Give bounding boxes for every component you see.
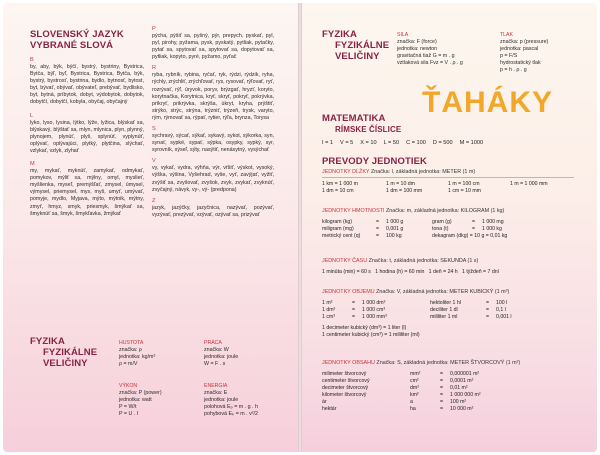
area-cell: = xyxy=(440,391,444,398)
area-head: JEDNOTKY OBSAHU xyxy=(322,360,375,366)
volume-cell: = xyxy=(486,313,490,320)
mass-cell: metrický cent (q) xyxy=(322,232,361,239)
mass-row xyxy=(322,219,574,226)
mass-row xyxy=(322,233,574,240)
area-cell: kilometer štvorcový xyxy=(322,391,367,398)
mass-cell: 1 000 mg xyxy=(482,219,504,225)
physics-energy xyxy=(204,383,289,418)
left-physics-title-1: FYZIKA xyxy=(30,336,65,347)
force-line: vztlaková sila Fvz = V . ρ . g xyxy=(397,60,463,67)
slovak-title: SLOVENSKÝ JAZYK xyxy=(30,29,124,40)
area-cell: 100 m² xyxy=(450,398,467,405)
left-physics-title-2: FYZIKÁLNE xyxy=(43,347,98,358)
volume-cell: deciliter 1 dl xyxy=(430,306,458,313)
area-cell: 10 000 m² xyxy=(450,405,474,412)
work-line: značka: W xyxy=(204,347,229,353)
volume-row xyxy=(322,300,574,307)
work-line: jednotka: joule xyxy=(204,354,239,361)
roman-item: X = 10 xyxy=(360,140,377,146)
physics-power xyxy=(119,383,199,418)
length-cell: 1 dm = 100 mm xyxy=(386,187,423,194)
time-row xyxy=(322,269,574,276)
volume-cell: 0,1 l xyxy=(496,306,506,313)
density-label: HUSTOTA xyxy=(119,340,144,346)
volume-units xyxy=(322,289,574,339)
section-letter-s: S xyxy=(152,126,156,133)
area-cell: 0,000001 m² xyxy=(450,371,480,377)
density-line: ρ = m/V xyxy=(119,361,138,368)
length-cell: 1 cm = 10 mm xyxy=(448,187,482,194)
time-units xyxy=(322,258,574,276)
volume-cell: 1 dm³ xyxy=(322,306,336,313)
roman-item: V = 5 xyxy=(340,140,354,146)
tahaky-logo: ŤAHÁKY xyxy=(422,86,553,119)
section-text-v: vy, vykať, vydra, výhňa, výr, vŕšiť, výskot, vysoký, výška, výšina, Vyšehrad, vyše, vyť, zavýjať, vyžiť, zvýšiť sa, zvyšovať, zvyšok, zvyk, zvykať, zvyknúť, zvyčajný, návyk, vy-, vý- (predpona) xyxy=(152,165,274,193)
density-line: jednotka: kg/m³ xyxy=(119,354,156,361)
roman-title: RÍMSKE ČÍSLICE xyxy=(335,125,402,134)
section-letter-b: B xyxy=(30,57,34,63)
area-units xyxy=(322,360,574,412)
area-cell: hektár xyxy=(322,405,337,412)
volume-cell: 1 m³ xyxy=(322,300,333,306)
pressure-line: jednotka: pascal xyxy=(500,46,539,53)
mass-cell: tona (t) xyxy=(432,225,449,232)
area-cell: 0,0001 m² xyxy=(450,377,474,384)
length-head: JEDNOTKY DĹŽKY xyxy=(322,169,370,175)
power-line: P = U . I xyxy=(119,411,139,418)
pressure-line: p = h . ρ . g xyxy=(500,67,527,74)
physics-work xyxy=(204,340,274,368)
density-line: značka: ρ xyxy=(119,347,142,353)
area-cell: = xyxy=(440,377,444,384)
mass-row xyxy=(322,226,574,233)
mass-desc: Značka: m, základná jednotka: KILOGRAM (1 kg) xyxy=(386,208,505,214)
length-desc: Značka: l, základná jednotka: METER (1 m) xyxy=(370,169,476,175)
section-text-b: by, aby, býk, býčí, bystrý, bystriny, Bystrica, Bytča, býľ, byľ, Bystrica, Bystrica, Bytča, býk, bystrý, bystrosť, bystrina, bydlo, bytnosť, bytost, byt, bývať, obývať, obývateľ, prebývať, bydlisko, byt, bytná, príbytok, dobyt, výdobytok, dobytok, dobytčí, dobytčí, kobyla, obyčaj, obyčajný xyxy=(30,64,144,106)
mass-cell: dekagram (dkg) = 10 g = 0,01 kg xyxy=(432,232,508,239)
work-line: W = F . s xyxy=(204,361,226,368)
volume-cell: = xyxy=(486,306,490,313)
volume-row xyxy=(322,314,574,321)
math-title: MATEMATIKA xyxy=(322,113,386,124)
volume-cell: 1 000 cm³ xyxy=(362,306,386,313)
physics-density xyxy=(119,340,189,368)
section-letter-m: M xyxy=(30,161,35,168)
power-line: jednotka: watt xyxy=(119,397,152,404)
volume-extra xyxy=(322,325,574,332)
force-line: gravitačná tiaž G = m . g xyxy=(397,53,455,60)
mass-cell: 100 kg xyxy=(386,232,402,239)
mass-units xyxy=(322,208,574,240)
mass-cell: 1 000 g xyxy=(386,219,404,225)
area-cell: km² xyxy=(410,391,419,398)
area-desc: Značka: S, základná jednotka: METER ŠTVORCOVÝ (1 m²) xyxy=(376,360,521,366)
area-cell: ha xyxy=(410,405,416,412)
section-text-r: ryba, rybník, rybina, ryčať, ryk, rýdzi, rýdzik, ryha, rýchly, zrýchliť, zrýchľovať, rys, rysovať, rýľovať, ryť, rozrývať, rýľ, úryvok, poryv, brýzgať, hryzť, koryto, korytnačka, Korytnica, kryť, skryť, pokryť, pokrývka, príkryť, prikrývka, skrýša, úkryt, kryha, prýštiť, strýko, strýc, strýna, trýzniť, trýzeň, trysk, varyto, rým, rýmovať sa, rýpať, rytier, rýľa, brynza, Torysa xyxy=(152,72,274,121)
mass-cell: 1 000 kg xyxy=(482,225,502,232)
length-cell: 1 km = 1 000 m xyxy=(322,181,358,187)
area-cell: centimeter štvorcový xyxy=(322,377,370,384)
left-page xyxy=(3,3,298,452)
volume-desc: Značka: V, základná jednotka: METER KUBICKÝ (1 m³) xyxy=(376,289,510,295)
area-row xyxy=(322,406,574,413)
right-physics-title-1: FYZIKA xyxy=(322,29,357,40)
right-physics-title-3: VELIČINY xyxy=(335,51,380,62)
pressure-line: značka: p (pressure) xyxy=(500,39,549,45)
slovak-subtitle: VYBRANÉ SLOVÁ xyxy=(30,40,114,51)
section-text-l: lyko, lyso, lysina, lýtko, lýže, lyžica, blýskať sa, blýskavý, blýštať sa, mlyn, mlynica, plyn, plynný, plynojem, plynúť, plyš, splynúť, vyplynúť, oplývať, oplývajúci, plytký, plytčina, slýchať, vzlykať, vzlyk, zlyhať xyxy=(30,119,144,154)
mass-cell: = xyxy=(376,232,380,239)
mass-cell: miligram (mg) xyxy=(322,225,354,232)
roman-item: C = 100 xyxy=(406,140,426,146)
length-units xyxy=(322,169,574,195)
volume-extra xyxy=(322,332,574,339)
area-row xyxy=(322,385,574,392)
slovak-col-2 xyxy=(152,26,274,219)
mass-head: JEDNOTKY HMOTNOSTI xyxy=(322,208,385,214)
length-cell: 1 m = 100 cm xyxy=(448,181,480,187)
section-letter-z: Z xyxy=(152,197,156,204)
section-letter-r: R xyxy=(152,65,157,72)
volume-head: JEDNOTKY OBJEMU xyxy=(322,289,375,295)
roman-item: D = 500 xyxy=(432,140,453,146)
pressure-label: TLAK xyxy=(500,32,513,38)
area-cell: decimeter štvorcový xyxy=(322,384,369,391)
power-line: značka: P (power) xyxy=(119,390,162,396)
section-letter-l: L xyxy=(30,112,34,119)
volume-cell: 1 cm³ xyxy=(322,313,335,320)
roman-item: M = 1000 xyxy=(459,140,484,146)
mass-cell: kilogram (kg) xyxy=(322,219,352,225)
section-letter-p: P xyxy=(152,26,156,32)
divider xyxy=(322,177,574,178)
area-row xyxy=(322,378,574,385)
mass-cell: = xyxy=(376,225,380,232)
volume-cell: = xyxy=(352,300,356,306)
roman-item: L = 50 xyxy=(383,140,400,146)
roman-item: I = 1 xyxy=(322,140,334,146)
roman-numerals xyxy=(322,139,483,147)
volume-cell: mililiter 1 ml xyxy=(430,313,458,320)
length-cell: 1 dm = 10 cm xyxy=(322,187,354,194)
section-text-z: jazyk, jazýčky, jazyčnica, nazývať, pozývať, vyzývať, prezývať, vzývať, ozývať sa, prizývať xyxy=(152,204,274,218)
energy-line: značka: E xyxy=(204,390,228,396)
volume-cell: 1 000 dm³ xyxy=(362,300,386,306)
volume-cell: = xyxy=(352,306,356,313)
power-line: P = W/t xyxy=(119,404,137,411)
pressure-line: p = F/S xyxy=(500,53,518,60)
time-cell: 1 minúta (min) = 60 s 1 hodina (h) = 60 min 1 deň = 24 h 1 týždeň = 7 dní xyxy=(322,269,500,275)
area-cell: = xyxy=(440,398,444,405)
mass-cell: = xyxy=(472,219,476,225)
mass-cell: gram (g) xyxy=(432,219,452,225)
force-line: značka: F (force) xyxy=(397,39,437,45)
area-cell: milimeter štvorcový xyxy=(322,371,367,377)
volume-extra-line: 1 centimeter kubický (cm³) = 1 mililiter (ml) xyxy=(322,331,420,338)
energy-line: pohybová Eₖ = m . v²/2 xyxy=(204,411,258,418)
area-row xyxy=(322,392,574,399)
area-cell: 1 000 000 m² xyxy=(450,391,481,398)
section-letter-v: V xyxy=(152,158,156,165)
area-cell: = xyxy=(440,384,444,391)
force-label: SILA xyxy=(397,32,409,38)
work-label: PRÁCA xyxy=(204,340,222,346)
right-page xyxy=(302,3,597,452)
section-text-m: my, mykať, myknúť, zamykať, odmykať, pomykov, mýliť sa, mýlny, omyl, myslieť, myšlienka, myseľ, premýšľať, zmysel, úmysel, výmysel, priemysel, mys, myš, umyť, umývať, pomyje, mydlo, Myjava, mýto, mýtnik, mýtny, zmyť, hmyz, smyk, priesmyk, šmýkať sa, šmyknúť sa, šmyk, šmykľavka, žmýkať xyxy=(30,168,144,217)
section-text-p: pýcha, pýšiť sa, pyšný, pýr, prepych, pyskať, pyl, pyl, pirohy, pyžama, pysk, pyskatý, pytliak, pytačky, pytať sa, spytovať sa, spytovať sa, dopytovať sa, pytliak, kopyto, pyré, pyžamo, pyťač xyxy=(152,33,274,61)
physics-force xyxy=(397,32,492,67)
slovak-col-1 xyxy=(30,57,144,218)
mass-cell: 0,001 g xyxy=(386,225,404,232)
pressure-line: hydrostatický tlak xyxy=(500,60,541,67)
force-line: jednotka: newton xyxy=(397,46,438,53)
time-head: JEDNOTKY ČASU xyxy=(322,258,368,264)
volume-cell: = xyxy=(486,300,490,306)
area-row xyxy=(322,399,574,406)
time-desc: Značka: t, základná jednotka: SEKUNDA (1 s) xyxy=(368,258,479,264)
area-cell: dm² xyxy=(410,384,419,391)
mass-cell: = xyxy=(376,219,380,225)
volume-row xyxy=(322,307,574,314)
area-cell: = xyxy=(440,405,444,412)
length-row xyxy=(322,188,574,195)
volume-cell: 0,001 l xyxy=(496,313,512,320)
length-cell: 1 m = 10 dm xyxy=(386,181,415,187)
energy-label: ENERGIA xyxy=(204,383,228,389)
section-text-s: sychravý, sýcať, sýkať, sykavý, sykot, sýkorka, syn, synať, sypké, sypať, sýpka, osypky, sypký, syr, syrovník, sýseľ, sýty, nasýtiť, nenásytný, vysýchať xyxy=(152,133,274,154)
volume-cell: = xyxy=(352,313,356,320)
energy-line: jednotka: joule xyxy=(204,397,239,404)
area-cell: ár xyxy=(322,398,327,405)
volume-cell: 1 000 mm³ xyxy=(362,313,387,320)
power-label: VÝKON xyxy=(119,383,138,389)
area-cell: mm² xyxy=(410,371,421,377)
area-cell: a xyxy=(410,398,413,405)
area-row xyxy=(322,371,574,378)
area-cell: 0,01 m² xyxy=(450,384,468,391)
length-row xyxy=(322,181,574,188)
volume-cell: hektoliter 1 hl xyxy=(430,300,461,306)
units-title: PREVODY JEDNOTIEK xyxy=(322,156,427,167)
left-physics-title-3: VELIČINY xyxy=(43,358,88,369)
physics-pressure xyxy=(500,32,580,74)
volume-cell: 100 l xyxy=(496,300,508,306)
mass-cell: = xyxy=(472,225,476,232)
volume-extra-line: 1 decimeter kubický (dm³) = 1 liter (l) xyxy=(322,324,407,331)
energy-line: polohová Eₚ = m . g . h xyxy=(204,404,258,411)
right-physics-title-2: FYZIKÁLNE xyxy=(335,40,390,51)
length-cell: 1 m = 1 000 mm xyxy=(510,181,548,187)
area-cell: = xyxy=(440,371,444,377)
area-cell: cm² xyxy=(410,377,419,384)
